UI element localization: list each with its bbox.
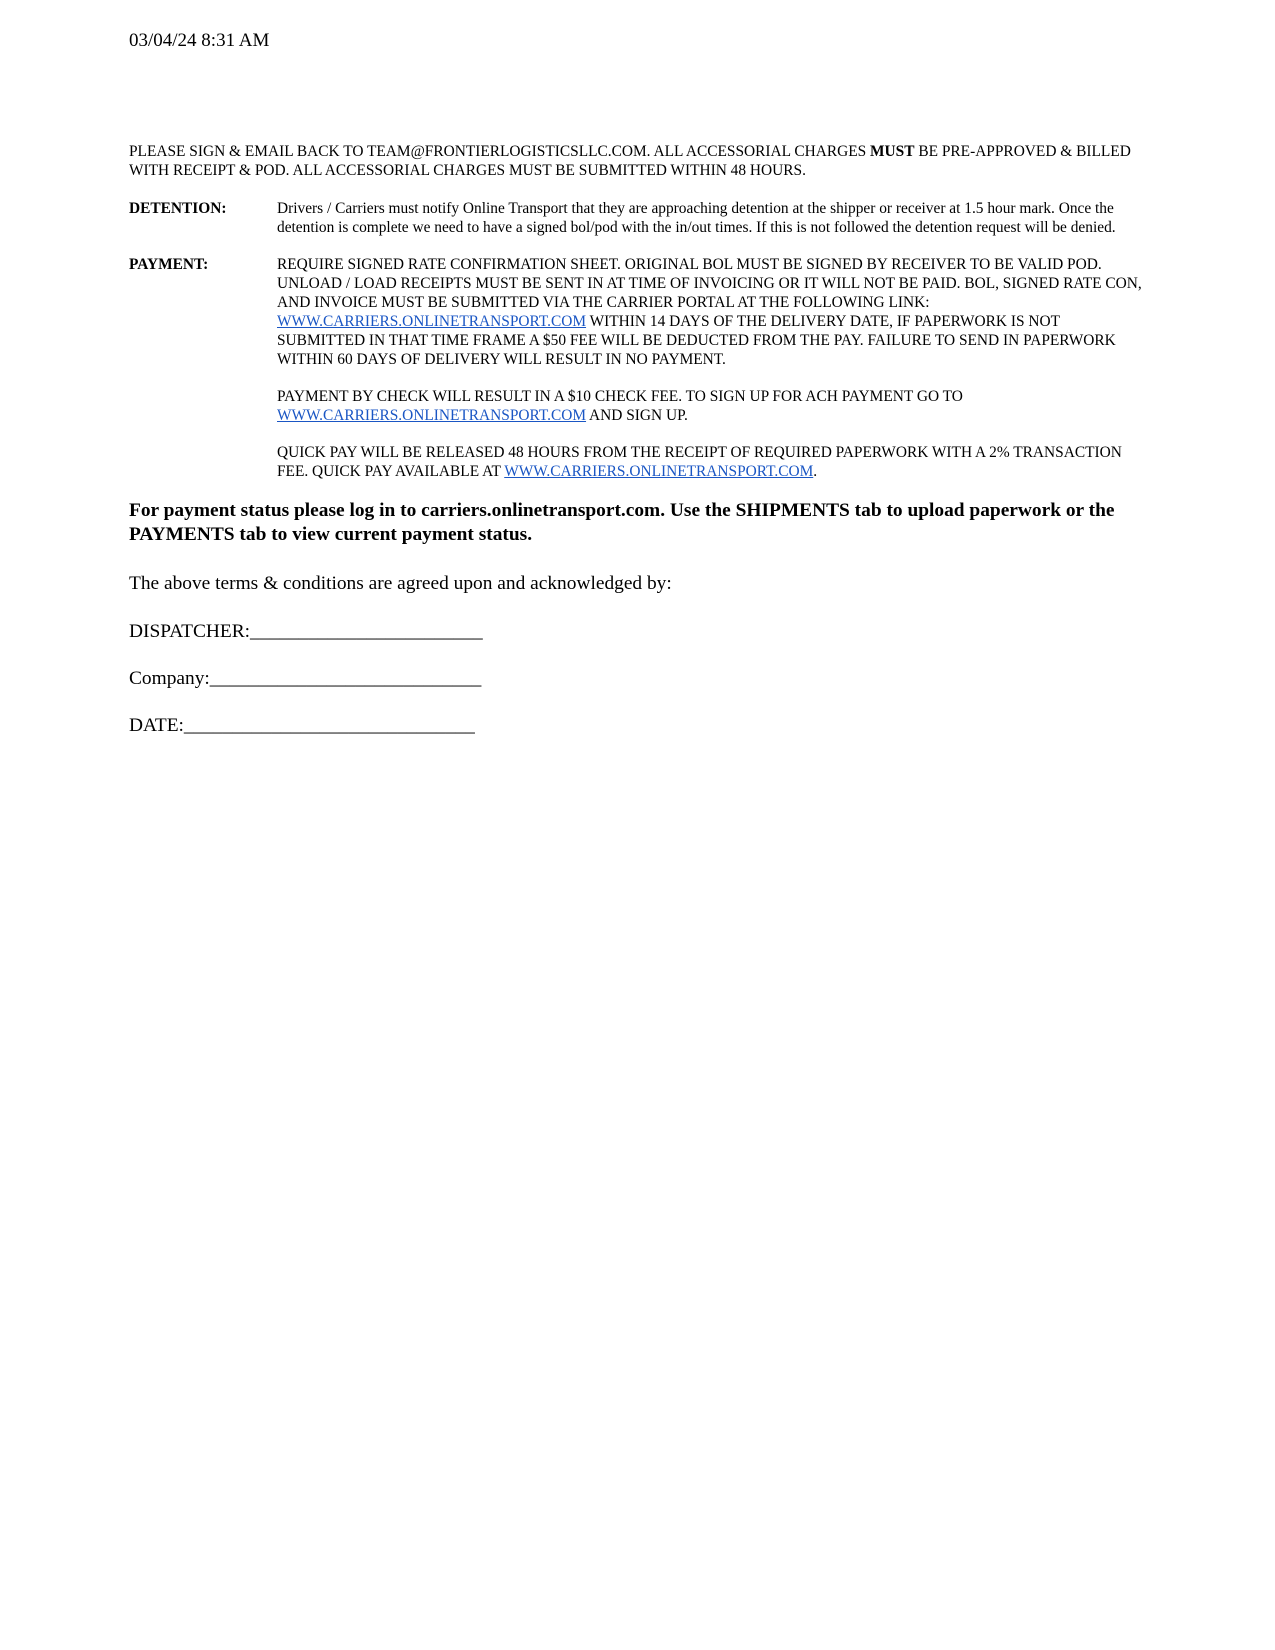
payment-body [277, 255, 1151, 481]
terms-content [129, 143, 1151, 761]
dispatcher-signature-line[interactable]: DISPATCHER:________________________ [129, 621, 483, 642]
payment-status-notice: For payment status please log in to carriers.onlinetransport.com. Use the SHIPMENTS tab to upload paperwork or the PAYMENTS tab to view current payment status. [129, 500, 1115, 545]
payment-p3-text-start: QUICK PAY WILL BE RELEASED 48 HOURS FROM THE RECEIPT OF REQUIRED PAPERWORK WITH A 2% TRANSACTION FEE. QUICK PAY AVAILABLE AT [277, 444, 1122, 480]
company-signature-line[interactable]: Company:____________________________ [129, 668, 482, 689]
payment-p1-text-start: REQUIRE SIGNED RATE CONFIRMATION SHEET. ORIGINAL BOL MUST BE SIGNED BY RECEIVER TO BE VALID POD. UNLOAD / LOAD RECEIPTS MUST BE SENT IN AT TIME OF INVOICING OR IT WILL NOT BE PAID. BOL, SIGNED RATE CON, AND INVOICE MUST BE SUBMITTED VIA THE CARRIER PORTAL AT THE FOLLOWING LINK: [277, 256, 1142, 311]
detention-label: DETENTION: [129, 200, 227, 217]
intro-must-emphasis: MUST [870, 143, 915, 160]
payment-p3-text-end: . [813, 463, 818, 480]
detention-section [129, 199, 1151, 237]
payment-p1-text-end: WITHIN 14 DAYS OF THE DELIVERY DATE, IF PAPERWORK IS NOT SUBMITTED IN THAT TIME FRAME A $50 FEE WILL BE DEDUCTED FROM THE PAY. FAILURE TO SEND IN PAPERWORK WITHIN 60 DAYS OF DELIVERY WILL RESULT IN NO PAYMENT. [277, 313, 1116, 368]
payment-p2-text-start: PAYMENT BY CHECK WILL RESULT IN A $10 CHECK FEE. TO SIGN UP FOR ACH PAYMENT GO TO [277, 388, 963, 405]
intro-text-end: BE PRE-APPROVED & BILLED WITH RECEIPT & POD. ALL ACCESSORIAL CHARGES MUST BE SUBMITTED WITHIN 48 HOURS. [129, 143, 1131, 179]
payment-section [129, 255, 1151, 481]
payment-paragraph-check [277, 387, 1151, 425]
quickpay-link[interactable]: WWW.CARRIERS.ONLINETRANSPORT.COM [504, 463, 814, 480]
date-signature-line[interactable]: DATE:______________________________ [129, 715, 475, 736]
payment-label: PAYMENT: [129, 256, 209, 273]
detention-text: Drivers / Carriers must notify Online Transport that they are approaching detention at the shipper or receiver at 1.5 hour mark. Once the detention is complete we need to have a signed bol/pod with the in/out times. If this is not followed the detention request will be denied. [277, 200, 1116, 236]
payment-paragraph-quickpay [277, 443, 1151, 481]
acknowledgement-text: The above terms & conditions are agreed upon and acknowledged by: [129, 573, 672, 594]
carrier-portal-link[interactable]: WWW.CARRIERS.ONLINETRANSPORT.COM [277, 313, 587, 330]
payment-paragraph-requirements [277, 255, 1151, 369]
payment-p2-text-end: AND SIGN UP. [586, 407, 688, 424]
intro-text-start: PLEASE SIGN & EMAIL BACK TO TEAM@FRONTIERLOGISTICSLLC.COM. ALL ACCESSORIAL CHARGES [129, 143, 871, 160]
document-timestamp: 03/04/24 8:31 AM [129, 30, 270, 51]
intro-paragraph [129, 143, 1151, 180]
ach-signup-link[interactable]: WWW.CARRIERS.ONLINETRANSPORT.COM [277, 407, 587, 424]
